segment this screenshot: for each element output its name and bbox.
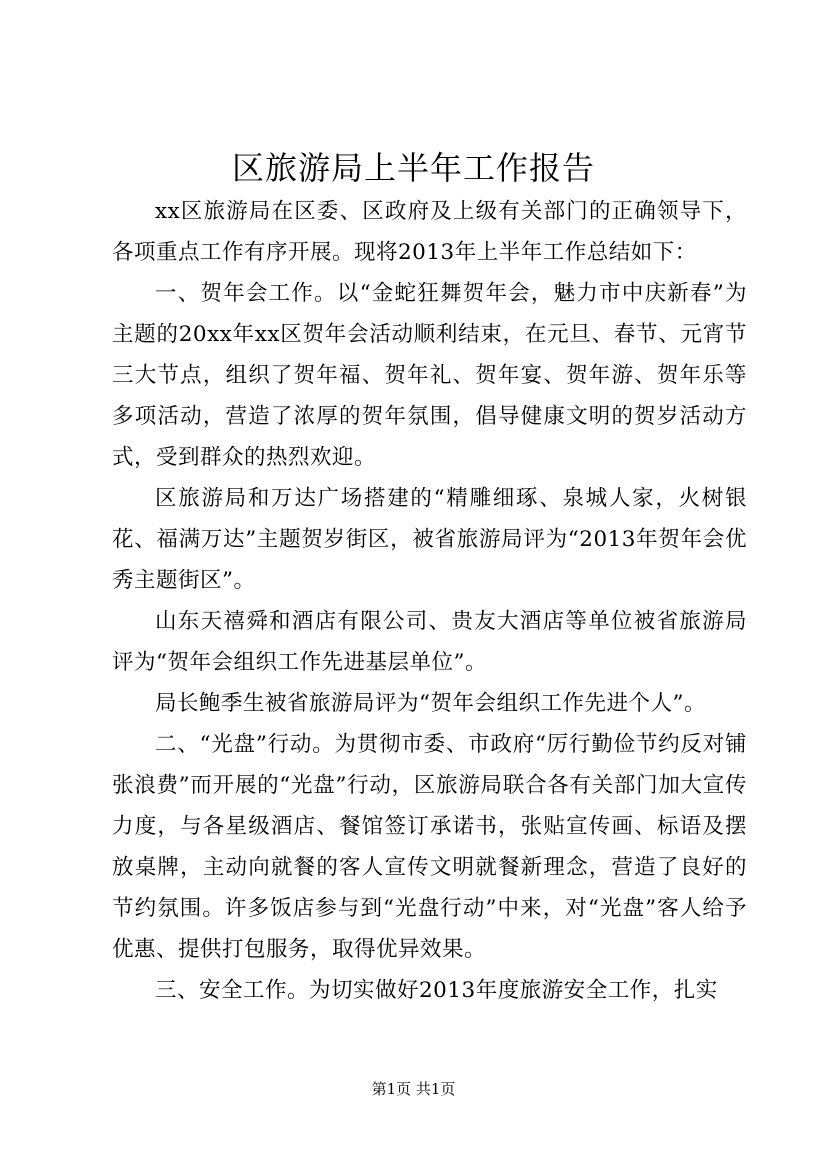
paragraph-advanced-units: 山东天禧舜和酒店有限公司、贵友大酒店等单位被省旅游局评为“贺年会组织工作先进基层单位”。	[112, 609, 747, 675]
document-title: 区旅游局上半年工作报告	[231, 149, 595, 187]
page-footer: 第1页 共1页	[371, 1080, 456, 1098]
paragraph-intro: xx区旅游局在区委、区政府及上级有关部门的正确领导下，各项重点工作有序开展。现将2013年上半年工作总结如下：	[112, 199, 747, 265]
paragraph-themed-street: 区旅游局和万达广场搭建的“精雕细琢、泉城人家，火树银花、福满万达”主题贺岁街区，被省旅游局评为“2013年贺年会优秀主题街区”。	[112, 486, 747, 593]
document-body	[112, 191, 747, 1011]
paragraph-advanced-individual: 局长鲍季生被省旅游局评为“贺年会组织工作先进个人”。	[155, 691, 706, 716]
paragraph-clean-plate-campaign: 二、“光盘”行动。为贯彻市委、市政府“厉行勤俭节约反对铺张浪费”而开展的“光盘”行动，区旅游局联合各有关部门加大宣传力度，与各星级酒店、餐馆签订承诺书，张贴宣传画、标语及摆放桌牌，主动向就餐的客人宣传文明就餐新理念，营造了良好的节约氛围。许多饭店参与到“光盘行动”中来，对“光盘”客人给予优惠、提供打包服务，取得优异效果。	[112, 732, 747, 962]
paragraph-safety-work: 三、安全工作。为切实做好2013年度旅游安全工作，扎实	[155, 978, 718, 1003]
paragraph-new-year-work: 一、贺年会工作。以“金蛇狂舞贺年会，魅力市中庆新春”为主题的20xx年xx区贺年会活动顺利结束，在元旦、春节、元宵节三大节点，组织了贺年福、贺年礼、贺年宴、贺年游、贺年乐等多项活动，营造了浓厚的贺年氛围，倡导健康文明的贺岁活动方式，受到群众的热烈欢迎。	[112, 281, 747, 470]
